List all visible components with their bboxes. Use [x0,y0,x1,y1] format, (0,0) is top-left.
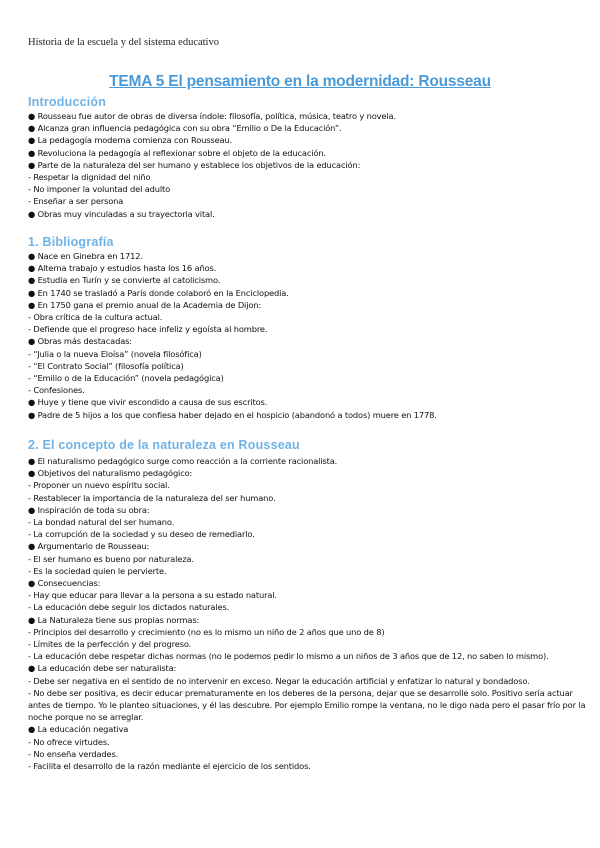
section-naturaleza-body [28,455,588,772]
body-line: ● La pedagogía moderna comienza con Rousseau. [28,135,233,146]
body-line: - No debe ser positiva, es decir educar prematuramente en los deberes de la persona, dejar que se desarrolle solo. Positivo sería actuar antes de tiempo. Yo le planteo situaciones, y él las descubre. Por ejemplo Emilio rompe la ventana, no le digo nada pero el pasar frío por la noche porque no se arreglar. [28,687,586,723]
body-line: ● Obras muy vinculadas a su trayectoria vital. [28,208,215,219]
body-line: ● Alterna trabajo y estudios hasta los 16 años. [28,263,217,274]
body-line: - “Emilio o de la Educación” (novela pedagógica) [28,373,224,384]
body-line: - No imponer la voluntad del adulto [28,184,171,195]
body-line: - Facilita el desarrollo de la razón mediante el ejercicio de los sentidos. [28,761,311,772]
body-line: ● Padre de 5 hijos a los que confiesa haber dejado en el hospicio (abandonó a todos) muere en 1778. [28,409,437,420]
body-line: ● En 1750 gana el premio anual de la Academia de Dijon: [28,299,262,310]
body-line: ● Consecuencias: [28,578,101,589]
body-line: ● La educación negativa [28,724,129,735]
body-line: ● Revoluciona la pedagogía al reflexionar sobre el objeto de la educación. [28,147,326,158]
body-line: - Hay que educar para llevar a la persona a su estado natural. [28,590,277,601]
body-line: - Defiende que el progreso hace infeliz y egoísta al hombre. [28,324,268,335]
body-line: - La educación debe seguir los dictados naturales. [28,602,230,613]
section-heading-bibliografia: 1. Bibliografía [28,235,114,249]
body-line: ● Alcanza gran influencia pedagógica con su obra “Emilio o De la Educación”. [28,123,342,134]
body-line: ● Rousseau fue autor de obras de diversa índole: filosofía, política, música, teatro y novela. [28,111,396,121]
body-line: ● Parte de la naturaleza del ser humano y establece los objetivos de la educación: [28,159,361,170]
body-line: - Obra crítica de la cultura actual. [28,312,163,323]
page-header: Historia de la escuela y del sistema educativo [28,37,219,48]
body-line: - No ofrece virtudes. [28,736,110,747]
body-line: ● La educación debe ser naturalista: [28,663,177,674]
body-line: - “Julia o la nueva Eloísa” (novela filosófica) [28,348,202,359]
section-intro-body [28,110,588,220]
body-line: - La educación debe respetar dichas normas (no le podemos pedir lo mismo a un niños de 3 años que de 12, no saben lo mismo). [28,651,549,662]
body-line: - El ser humano es bueno por naturaleza. [28,553,194,564]
body-line: ● Obras más destacadas: [28,336,132,347]
body-line: - Límites de la perfección y del progreso. [28,639,192,650]
body-line: - Debe ser negativa en el sentido de no intervenir en exceso. Negar la educación artificial y enfatizar lo natural y bondadoso. [28,675,530,686]
body-line: - “El Contrato Social” (filosofía política) [28,360,184,371]
body-line: ● El naturalismo pedagógico surge como reacción a la corriente racionalista. [28,456,338,466]
body-line: - Es la sociedad quien le pervierte. [28,565,167,576]
page-title: TEMA 5 El pensamiento en la modernidad: Rousseau [109,73,491,90]
body-line: - Respetar la dignidad del niño [28,172,151,183]
body-line: ● En 1740 se trasladó a París donde colaboró en la Enciclopedia. [28,287,289,298]
body-line: ● Nace en Ginebra en 1712. [28,251,143,261]
body-line: - Enseñar a ser persona [28,196,124,207]
body-line: - La bondad natural del ser humano. [28,517,175,528]
body-line: - Confesiones. [28,385,85,396]
body-line: ● Argumentario de Rousseau: [28,541,150,552]
body-line: ● Objetivos del naturalismo pedagógico: [28,468,193,479]
body-line: ● La Naturaleza tiene sus propias normas: [28,614,200,625]
body-line: ● Inspiración de toda su obra: [28,504,150,515]
body-line: - Restablecer la importancia de la naturaleza del ser humano. [28,492,276,503]
body-line: - No enseña verdades. [28,748,119,759]
section-heading-naturaleza: 2. El concepto de la naturaleza en Rousseau [28,438,300,452]
body-line: - Proponer un nuevo espíritu social. [28,480,170,491]
body-line: ● Estudia en Turín y se convierte al catolicismo. [28,275,221,286]
body-line: - Principios del desarrollo y crecimiento (no es lo mismo un niño de 2 años que uno de 8) [28,626,385,637]
section-bibliografia-body [28,250,588,421]
body-line: ● Huye y tiene que vivir escondido a causa de sus escritos. [28,397,268,408]
section-heading-intro: Introducción [28,95,107,109]
body-line: - La corrupción de la sociedad y su deseo de remediarlo. [28,529,255,540]
